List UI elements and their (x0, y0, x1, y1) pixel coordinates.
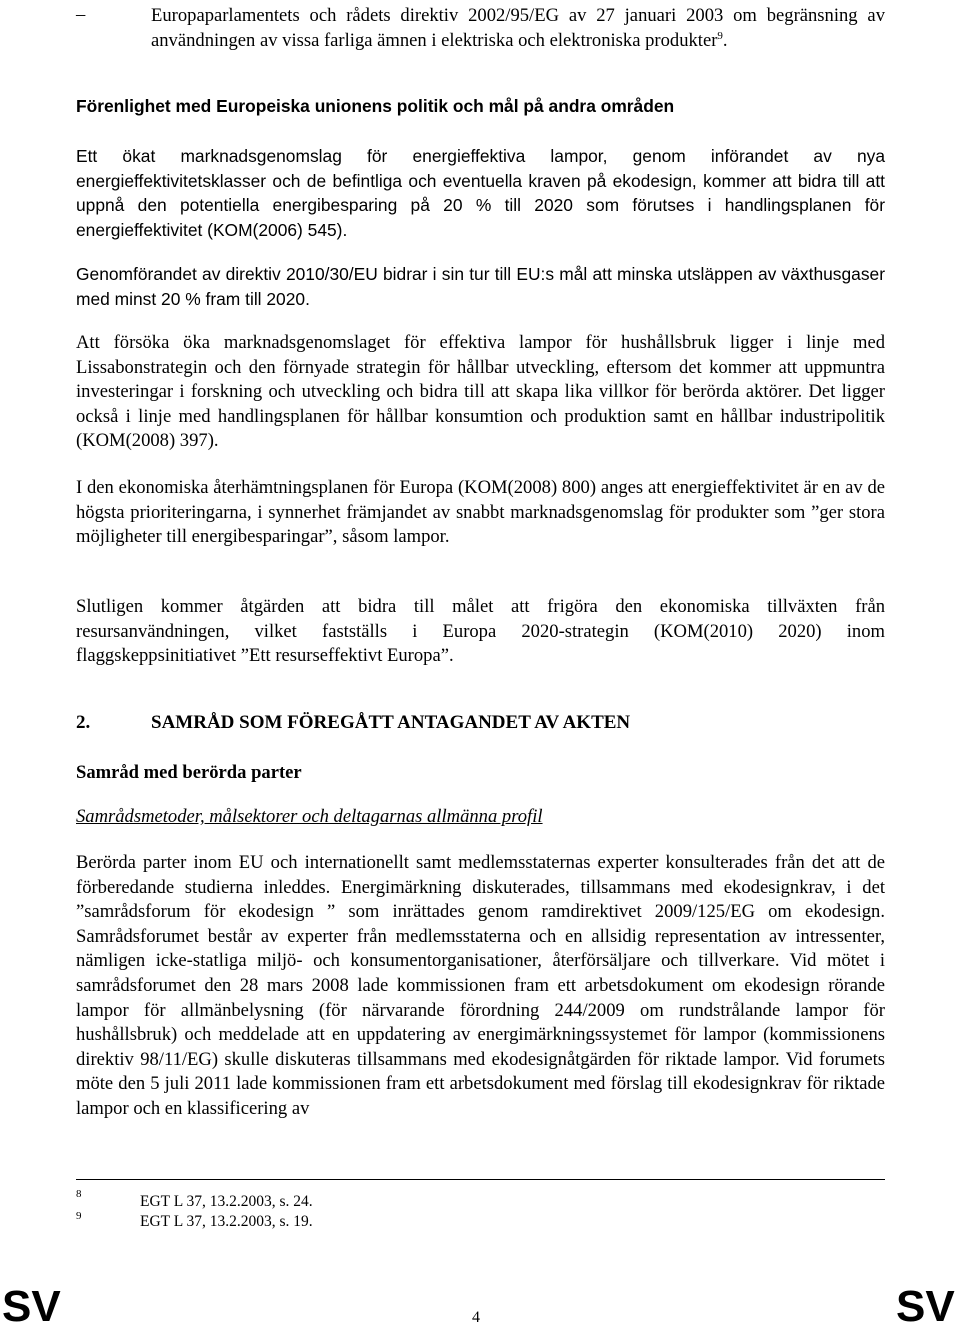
footnote-ref[interactable]: 9 (717, 29, 723, 42)
section-number: 2. (76, 712, 91, 733)
section-title: SAMRÅD SOM FÖREGÅTT ANTAGANDET AV AKTEN (151, 712, 631, 733)
paragraph-market-uptake: Ett ökat marknadsgenomslag för energieffektiva lampor, genom införandet av nya energieffektivitetsklasser och de befintliga och eventuella kraven på ekodesign, kommer att bidra till att uppnå den potentiella energibesparing på 20 % till 2020 som förutses i handlingsplanen för energieffektivitet (KOM(2006) 545). (76, 146, 885, 240)
footnote-mark-8: 8 (76, 1188, 82, 1200)
bullet-text: Europaparlamentets och rådets direktiv 2002/95/EG av 27 januari 2003 om begränsning av användningen av vissa farliga ämnen i elektriska och elektroniska produkter (151, 5, 885, 51)
paragraph-consultation: Berörda parter inom EU och internationellt samt medlemsstaternas experter konsulterades från det att de förberedande studierna inleddes. Energimärkning diskuterades, tillsammans med ekodesignkrav, i det ”samrådsforum för ekodesign ” som inrättades genom ramdirektivet 2009/125/EG om ekodesign. Samrådsforumet består av experter från medlemsstaterna och en allsidig representation av intressenter, nämligen icke-statliga miljö- och konsumentorganisationer, återförsäljare och tillverkare. Vid mötet i samrådsforumet den 28 mars 2008 lade kommissionen fram ett arbetsdokument om ekodesign rörande lampor för allmänbelysning (för närvarande förordning 244/2009 om rundstrålande lampor för hushållsbruk) och meddelade att en uppdatering av energimärkningssystemet för lampor (kommissionens direktiv 98/11/EG) skulle diskuteras tillsammans med ekodesignåtgärden för riktade lampor. Vid forumets möte den 5 juli 2011 lade kommissionen fram ett arbetsdokument med förslag till ekodesignkrav för riktade lampor och en klassificering av (76, 852, 885, 1119)
footnote-mark-9: 9 (76, 1210, 82, 1222)
bullet-dash: – (76, 4, 86, 25)
subheading-stakeholders: Samråd med berörda parter (76, 762, 302, 783)
section-heading-consistency: Förenlighet med Europeiska unionens politik och mål på andra områden (76, 96, 675, 116)
bullet-item (151, 4, 885, 53)
paragraph-resource-efficiency: Slutligen kommer åtgärden att bidra till målet att frigöra den ekonomiska tillväxten från resursanvändningen, vilket fastställs i Europa 2020-strategin (KOM(2010) 2020) inom flaggskeppsinitiativet ”Ett resurseffektivt Europa”. (76, 596, 885, 667)
subsubheading-methods: Samrådsmetoder, målsektorer och deltagarnas allmänna profil (76, 806, 543, 827)
footnote-text-8: EGT L 37, 13.2.2003, s. 24. (140, 1193, 313, 1210)
footer-language-right: SV (896, 1282, 955, 1331)
bullet-end: . (722, 29, 728, 51)
paragraph-recovery-plan: I den ekonomiska återhämtningsplanen för Europa (KOM(2008) 800) anges att energieffektivitet är en av de högsta prioriteringarna, i synnerhet främjandet av snabbt marknadsgenomslag för produkter som ”ger stora möjligheter till energibesparingar”, såsom lampor. (76, 477, 885, 548)
paragraph-directive-implementation: Genomförandet av direktiv 2010/30/EU bidrar i sin tur till EU:s mål att minska utsläppen av växthusgaser med minst 20 % fram till 2020. (76, 264, 885, 309)
footer-language-left: SV (2, 1282, 61, 1331)
page-number: 4 (472, 1309, 480, 1326)
paragraph-lisbon-strategy: Att försöka öka marknadsgenomslaget för effektiva lampor för hushållsbruk ligger i linje med Lissabonstrategin och den förnyade strategin för hållbar utveckling, eftersom det kommer att uppmuntra investeringar i forskning och utveckling och bidra till att skapa lika villkor för berörda aktörer. Det ligger också i linje med handlingsplanen för hållbar konsumtion och produktion samt en hållbar industripolitik (KOM(2008) 397). (76, 332, 885, 452)
footnote-text-9: EGT L 37, 13.2.2003, s. 19. (140, 1213, 313, 1230)
footnote-divider (76, 1179, 885, 1180)
